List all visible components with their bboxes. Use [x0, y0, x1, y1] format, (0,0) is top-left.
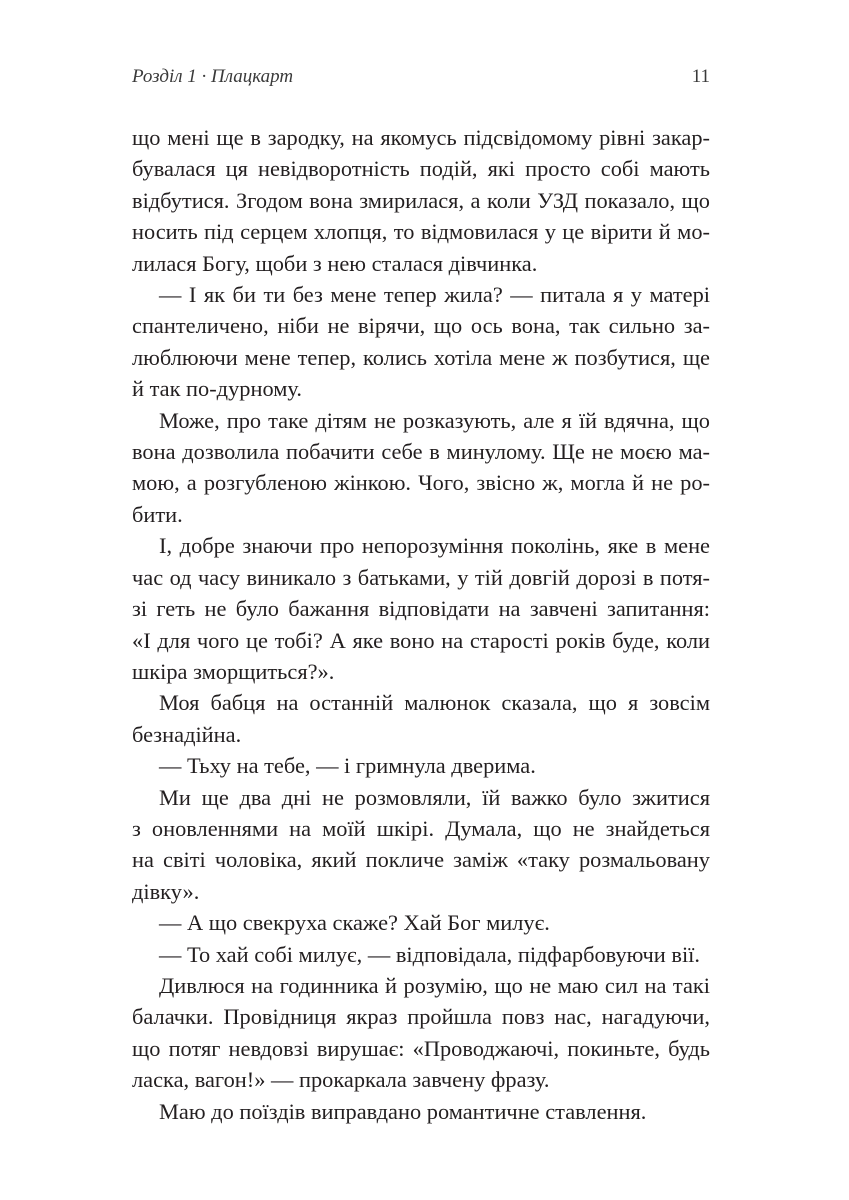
text-line: дівку». [132, 878, 200, 904]
paragraph [132, 279, 710, 405]
text-line: ласка, вагон!» — прокаркала завчену фразу. [132, 1067, 550, 1093]
text-line: Моя бабця на останній малюнок сказала, що я зовсім [159, 690, 710, 716]
text-line: відбутися. Згодом вона змирилася, а коли УЗД показало, що [132, 187, 710, 213]
text-line: Ми ще два дні не розмовляли, їй важко було зжитися [159, 784, 710, 810]
paragraph [132, 687, 710, 750]
text-line: — А що свекруха скаже? Хай Бог милує. [159, 910, 550, 936]
text-line: балачки. Провідниця якраз пройшла повз нас, нагадуючи, [132, 1004, 710, 1030]
text-line: мою, а розгубленою жінкою. Чого, звісно ж, могла й не ро- [132, 470, 710, 496]
text-line: спантеличено, ніби не вірячи, що ось вона, так сильно за- [132, 313, 710, 339]
paragraph [132, 907, 710, 938]
text-line: «І для чого це тобі? А яке воно на старості років буде, коли [132, 627, 710, 653]
text-line: з оновленнями на моїй шкірі. Думала, що не знайдеться [132, 815, 710, 841]
paragraph [132, 405, 710, 531]
text-line: носить під серцем хлопця, то відмовилася у це вірити й мо- [132, 219, 710, 245]
text-line: Дивлюся на годинника й розумію, що не маю сил на такі [159, 972, 710, 998]
text-line: зі геть не було бажання відповідати на завчені запитання: [132, 596, 710, 622]
page-number: 11 [691, 66, 710, 87]
paragraph [132, 939, 710, 970]
running-title: Розділ 1 · Плацкарт [132, 66, 294, 87]
text-line: вона дозволила побачити себе в минулому. Ще не моєю ма- [132, 439, 710, 465]
body-text [132, 122, 710, 1127]
text-line: що потяг невдовзі вирушає: «Проводжаючі, покиньте, будь [132, 1035, 710, 1061]
text-line: — Тьху на тебе, — і гримнула дверима. [159, 753, 536, 779]
paragraph [132, 750, 710, 781]
text-line: бити. [132, 501, 183, 527]
paragraph [132, 782, 710, 908]
paragraph [132, 530, 710, 687]
text-line: І, добре знаючи про непорозуміння поколінь, яке в мене [159, 533, 710, 559]
text-line: Може, про таке дітям не розказують, але я їй вдячна, що [159, 407, 710, 433]
paragraph [132, 122, 710, 279]
text-line: люблюючи мене тепер, колись хотіла мене ж позбутися, ще [132, 344, 710, 370]
text-line: Маю до поїздів виправдано романтичне ставлення. [159, 1098, 647, 1124]
text-line: що мені ще в зародку, на якомусь підсвідомому рівні закар- [132, 125, 710, 150]
text-line: шкіра зморщиться?». [132, 658, 335, 684]
text-line: лилася Богу, щоби з нею сталася дівчинка. [132, 250, 538, 276]
paragraph [132, 1096, 710, 1127]
paragraph [132, 970, 710, 1096]
text-line: на світі чоловіка, який покличе заміж «таку розмальовану [132, 847, 710, 873]
text-line: час од часу виникало з батьками, у тій довгій дорозі в потя- [132, 564, 710, 590]
text-line: й так по-дурному. [132, 376, 302, 402]
text-line: — То хай собі милує, — відповідала, підфарбовуючи вії. [159, 941, 700, 967]
text-line: бувалася ця невідворотність подій, які просто собі мають [132, 156, 710, 182]
running-header [132, 66, 710, 90]
text-line: безнадійна. [132, 721, 242, 747]
text-line: — І як би ти без мене тепер жила? — питала я у матері [159, 282, 710, 308]
